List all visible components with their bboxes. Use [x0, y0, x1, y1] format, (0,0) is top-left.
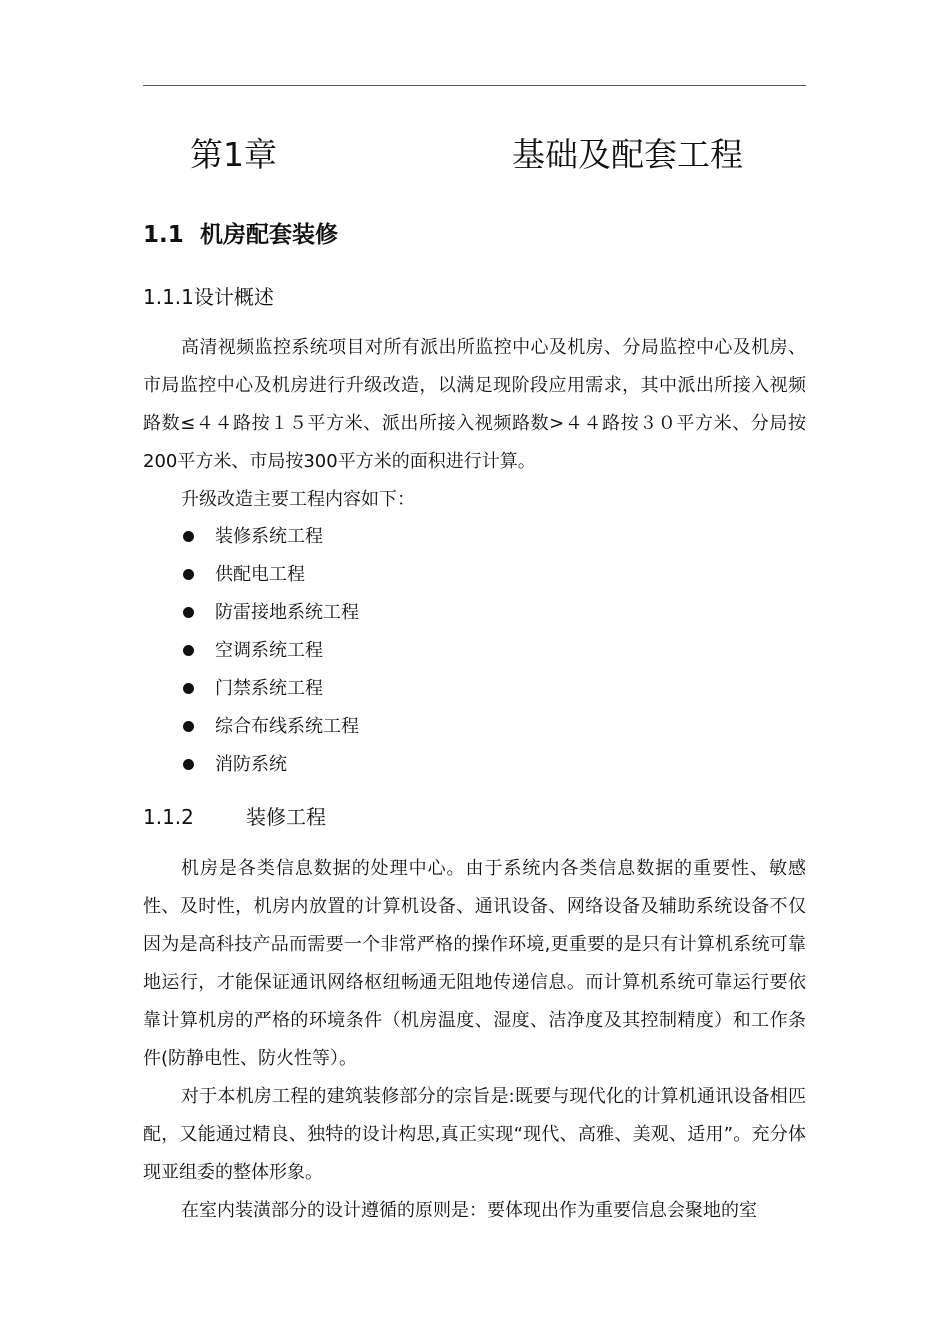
- subsection-heading-design-overview: 1.1.1设计概述: [143, 285, 274, 309]
- paragraph-machine-room: 机房是各类信息数据的处理中心。由于系统内各类信息数据的重要性、敏感性、及时性，机房内放置的计算机设备、通讯设备、网络设备及辅助系统设备不仅因为是高科技产品而需要一个非常严格的操作环境,更重要的是只有计算机系统可靠地运行，才能保证通讯网络枢纽畅通无阻地传递信息。而计算机系统可靠运行要依靠计算机房的严格的环境条件（机房温度、湿度、洁净度及其控制精度）和工作条件(防静电性、防火性等）。: [143, 858, 806, 1069]
- bullet-icon: [183, 607, 194, 618]
- paragraph-interior-principle: 在室内装潢部分的设计遵循的原则是：要体现出作为重要信息会聚地的室: [181, 1200, 757, 1221]
- chapter-number: 第1章: [190, 135, 277, 174]
- section-heading: [143, 217, 338, 253]
- subsection-number: 1.1.2: [143, 805, 194, 829]
- bullet-icon: [183, 531, 194, 542]
- header-rule: [143, 85, 806, 86]
- bullet-icon: [183, 721, 194, 732]
- bullet-icon: [183, 683, 194, 694]
- chapter-title: 基础及配套工程: [512, 135, 743, 174]
- bullet-icon: [183, 759, 194, 770]
- section-title: 机房配套装修: [200, 222, 338, 248]
- paragraph-overview: 高清视频监控系统项目对所有派出所监控中心及机房、分局监控中心及机房、市局监控中心及机房进行升级改造，以满足现阶段应用需求，其中派出所接入视频路数≤４４路按１５平方米、派出所接入视频路数>４４路按３０平方米、分局按200平方米、市局按300平方米的面积进行计算。: [143, 337, 806, 472]
- paragraph-scope-intro: 升级改造主要工程内容如下：: [181, 489, 415, 510]
- chapter-heading: [190, 130, 806, 180]
- bullet-icon: [183, 569, 194, 580]
- section-number: 1.1: [143, 222, 184, 248]
- subsection-heading-decoration: [143, 801, 326, 833]
- subsection-title: 装修工程: [246, 805, 326, 829]
- paragraph-decoration-purpose: 对于本机房工程的建筑装修部分的宗旨是:既要与现代化的计算机通讯设备相匹配，又能通过精良、独特的设计构思,真正实现“现代、高雅、美观、适用”。充分体现亚组委的整体形象。: [143, 1086, 806, 1183]
- bullet-icon: [183, 645, 194, 656]
